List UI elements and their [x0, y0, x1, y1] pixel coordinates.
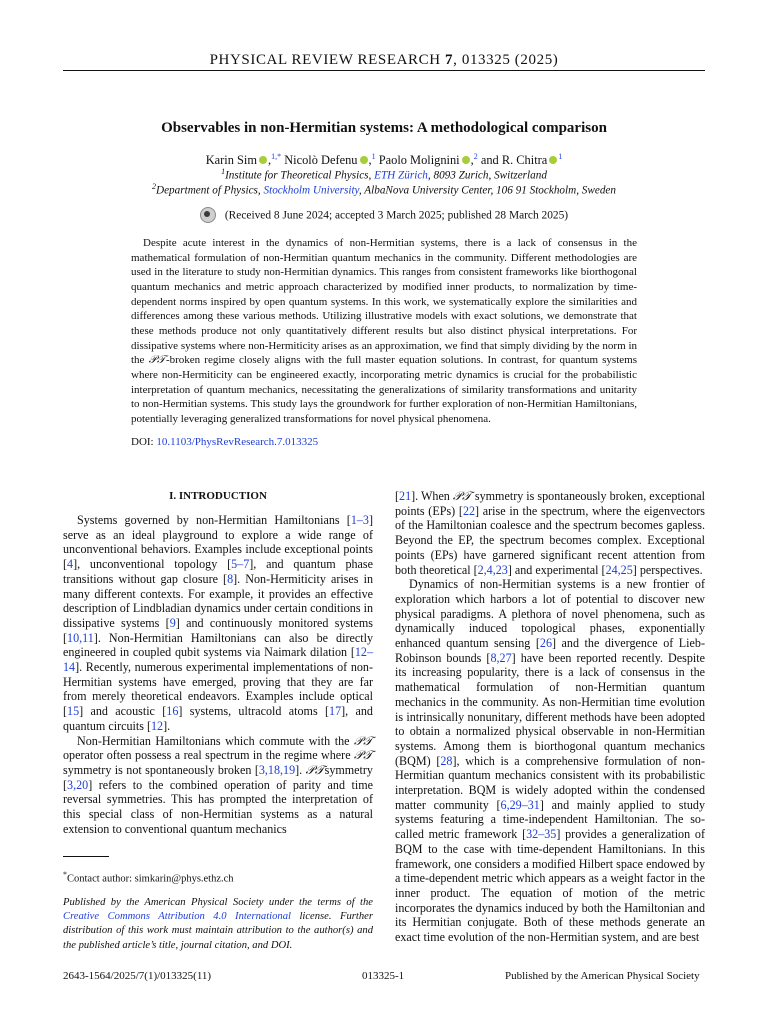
paragraph-text: ] and mainly applied to study systems featuring a time-independent Hamiltonian. The so-called metric framework [ [395, 797, 705, 842]
abstract [131, 236, 637, 427]
citation-link[interactable]: 4 [67, 557, 74, 572]
paragraph-text: ]. Recently, numerous experimental implementations of non-Hermitian systems have emerged, proving that they are far from merely theoretical endeavors. Examples include optical [ [63, 660, 373, 719]
journal-article-ref: , 013325 (2025) [453, 52, 559, 68]
paragraph-text: ] and continuously monitored systems [ [63, 615, 374, 645]
paragraph-text: ] have been reported recently. Despite its increasing popularity, there is a lack of consensus in the mathematical formulation of non-Hermitian quantum mechanics in the community. As non-Hermitian time evolution is intrinsically nonunitary, different methods have been adopted to obtain a normalized physical observable in non-Hermitian systems. Among them is biorthogonal quantum mechanics (BQM) [ [395, 650, 705, 768]
paragraph-text: ]. [163, 718, 171, 733]
affiliation-number: 1 [221, 167, 226, 176]
paragraph-text: [ [395, 489, 400, 503]
footer-publisher: Published by the American Physical Society [505, 970, 700, 982]
pt-symbol: 𝒫𝒯 [354, 733, 373, 748]
paragraph-text: ] and experimental [ [507, 562, 606, 577]
license-text: Published by the American Physical Society under the terms of the [63, 897, 373, 908]
affiliation-2 [63, 182, 705, 197]
author-affiliation-link[interactable]: 2 [473, 152, 478, 161]
paragraph-text: Non-Hermitian Hamiltonians which commute with the [77, 733, 355, 748]
author-name: R. Chitra [501, 153, 548, 168]
doi-label: DOI: [131, 436, 157, 448]
intro-paragraph [395, 577, 705, 945]
footnote-rule [63, 856, 109, 857]
section-heading [63, 489, 373, 503]
intro-paragraph [63, 513, 373, 734]
paragraph-text: ], unconventional topology [ [73, 557, 232, 572]
pt-symbol: 𝒫𝒯 [148, 354, 166, 367]
citation-link[interactable]: 1–3 [350, 513, 369, 527]
abstract-text: -broken regime closely aligns with the full master equation solutions. In contrast, for quantum systems where non-Hermiticity can be engineered exactly, incorporating metric dynamics is crucial for the probabilistic interpretation of quantum mechanics, necessitating the generalizations of similarity transformations and unitarity to non-Hermitian systems. This study lays the groundwork for further exploration of non-Hermitian Hamiltonians, potentially leveraging generalized transformations for novel physical phenomena. [131, 354, 637, 425]
citation-link[interactable]: 21 [399, 489, 412, 503]
section-title: INTRODUCTION [178, 490, 267, 502]
affiliation-1 [63, 167, 705, 182]
citation-link[interactable]: 16 [166, 704, 179, 719]
paragraph-text: ]. Non-Hermiticity arises in many different contexts. For example, it provides an effective description of Lindbladian dynamics under certain conditions in dissipative systems [ [63, 571, 373, 630]
abstract-text: Despite acute interest in the dynamics of non-Hermitian systems, there is a lack of consensus in the mathematical formulation of non-Hermitian quantum mechanics in the community. Different methodologies are used in the literature to study non-Hermitian dynamics. This ranges from consistent frameworks like biorthogonal quantum mechanics and metric approach characterized by modified inner products, to normalization by time-dependent norms inspired by open quantum systems. In this work, we systematically explore the similarities and differences among these various methods. Utilizing illustrative models with exact solutions, we demonstrate that these methods produce not only quantitatively different results but also distinct physical interpretations. For dissipative systems where non-Hermiticity arises as an approximation, we find that simply dividing by the norm in the [131, 237, 637, 367]
citation-link[interactable]: 10,11 [67, 630, 94, 645]
citation-link[interactable]: 8,27 [490, 650, 512, 665]
footer-issn: 2643-1564/2025/7(1)/013325(11) [63, 970, 212, 982]
affiliation-text: Department of Physics, [156, 184, 264, 197]
paper-title: Observables in non-Hermitian systems: A methodological comparison [161, 120, 607, 136]
author-affiliation-link[interactable]: 1 [558, 152, 563, 161]
author-affiliation-link[interactable]: 1 [371, 152, 376, 161]
paragraph-text: operator often possess a real spectrum in the regime where [63, 748, 355, 763]
section-number: I. [169, 490, 177, 502]
citation-link[interactable]: 12–14 [63, 645, 373, 675]
citation-link[interactable]: 22 [462, 503, 476, 518]
citation-link[interactable]: 26 [539, 636, 552, 651]
orcid-icon[interactable] [549, 156, 557, 164]
footnote-mark: * [63, 870, 67, 879]
paragraph-text: ]. When [411, 489, 453, 503]
citation-link[interactable]: 24,25 [605, 562, 633, 577]
doi [131, 436, 318, 448]
citation-link[interactable]: 12 [151, 718, 164, 733]
paragraph-text: ] refers to the combined operation of parity and time reversal symmetries. This has prompted the interpretation of this special class of non-Hermitian systems as a natural extension to conventional quantum mechanics [63, 777, 373, 836]
paragraph-text: symmetry is spontaneously broken, exceptional points (EPs) [ [395, 489, 705, 518]
paragraph-text: ]. Non-Hermitian Hamiltonians can also be directly engineered in coupled qubit systems via Naimark dilation [ [63, 630, 373, 660]
license-notice [63, 896, 373, 953]
received-text: (Received 8 June 2024; accepted 3 March 2025; published 28 March 2025) [224, 209, 569, 222]
citation-link[interactable]: 17 [329, 704, 342, 719]
paragraph-text: ] and acoustic [ [79, 704, 167, 719]
citation-link[interactable]: 15 [67, 704, 80, 719]
affiliation-link[interactable]: Stockholm University [263, 184, 359, 197]
license-text: license. Further distribution of this work must maintain attribution to the author(s) and the published article’s title, journal citation, and DOI. [63, 911, 373, 951]
journal-volume: 7 [445, 52, 454, 68]
affiliation-text: , 8093 Zurich, Switzerland [427, 169, 547, 182]
pt-symbol: 𝒫𝒯 [354, 748, 373, 763]
orcid-icon[interactable] [462, 156, 470, 164]
pt-symbol: 𝒫𝒯 [452, 489, 472, 503]
orcid-icon[interactable] [259, 156, 267, 164]
footnote-text: Contact author: simkarin@phys.ethz.ch [67, 873, 234, 885]
paragraph-text: ] perspectives. [632, 562, 703, 577]
paragraph-text: Dynamics of non-Hermitian systems is a new frontier of exploration which harbors a lot of potential to discover new physical paradigms. A plethora of novel phenomena, such as dynamically induced topological phases, exponentially enhanced quantum sensing [ [395, 577, 705, 651]
check-for-updates-icon[interactable] [200, 207, 216, 223]
author-name: Karin Sim [205, 153, 257, 168]
doi-link[interactable]: 10.1103/PhysRevResearch.7.013325 [156, 436, 319, 448]
affiliation-text: Institute for Theoretical Physics, [225, 169, 375, 182]
author-name: Paolo Molignini [378, 153, 460, 168]
paragraph-text: ], which is a comprehensive formulation of non-Hermitian quantum mechanics consistent with its probabilistic interpretation. BQM is widely adopted within the condensed matter community [ [395, 753, 706, 812]
paragraph-text: ] provides a generalization of BQM to the case with time-dependent Hamiltonians. In this framework, one considers a modified Hilbert space endowed by a time-dependent metric which appears as a weight factor in the inner product. The equation of motion of the metric incorporates the dynamics induced by both the Hamiltonian and its Hermitian conjugate. Both of these methods generate an exact time evolution of the non-Hermitian system, and are best [395, 827, 705, 945]
author-affiliation-link[interactable]: 1,* [271, 152, 282, 161]
author-list: Karin Sim ,$^{1,*}$ Nicolò Defenu ,$^1$ Paolo Molignini ,$^2$ and R. Chitra $^1$ [205, 152, 563, 168]
pt-symbol: 𝒫𝒯 [305, 762, 325, 777]
intro-paragraph [63, 734, 373, 837]
affiliation-link[interactable]: ETH Zürich [374, 169, 428, 182]
column-left [63, 489, 373, 836]
paragraph-text: ], and quantum circuits [ [63, 704, 373, 733]
paragraph-text: ] systems, ultracold atoms [ [178, 704, 330, 719]
header-rule [63, 70, 705, 71]
journal-name: PHYSICAL REVIEW RESEARCH [209, 52, 441, 68]
affiliation-text: , AlbaNova University Center, 106 91 Stockholm, Sweden [358, 184, 616, 197]
citation-link[interactable]: 32–35 [526, 827, 557, 842]
received-dates [63, 208, 705, 224]
citation-link[interactable]: 6,29–31 [500, 797, 540, 812]
paragraph-text: ], and quantum phase transitions without gap closure [ [63, 557, 373, 586]
citation-link[interactable]: 2,4,23 [477, 562, 508, 577]
author-name: Nicolò Defenu [284, 153, 358, 168]
citation-link[interactable]: 28 [440, 753, 453, 768]
intro-paragraph [395, 489, 705, 577]
citation-link[interactable]: 3,20 [67, 777, 89, 792]
orcid-icon[interactable] [360, 156, 368, 164]
footer-page-number: 013325-1 [362, 970, 405, 982]
paragraph-text: ]. [295, 762, 306, 777]
journal-header [63, 52, 705, 69]
paragraph-text: symmetry [ [63, 762, 373, 792]
paragraph-text: symmetry is not spontaneously broken [ [63, 762, 259, 777]
citation-link[interactable]: 5–7 [231, 557, 250, 572]
citation-link[interactable]: 3,18,19 [258, 762, 296, 777]
footnote [63, 870, 373, 885]
affiliation-number: 2 [152, 182, 156, 191]
license-link[interactable]: Creative Commons Attribution 4.0 International [63, 911, 291, 923]
paragraph-text: Systems governed by non-Hermitian Hamiltonians [ [77, 513, 351, 527]
citation-link[interactable]: 8 [227, 571, 234, 586]
paragraph-text: ] arise in the spectrum, where the eigenvectors of the Hamiltonian coalesce and the spectrum becomes gapless. Beyond the EP, the spectrum becomes complex. Exceptional points (EPs) have garnered significant recent attention from both theoretical [ [395, 503, 705, 577]
paragraph-text: ] serve as an ideal playground to explore a wide range of unconventional behaviors. Examples include exceptional points [ [63, 513, 373, 572]
citation-link[interactable]: 9 [169, 615, 176, 630]
column-right [395, 489, 705, 945]
paragraph-text: ] and the divergence of Lieb-Robinson bounds [ [395, 636, 705, 665]
